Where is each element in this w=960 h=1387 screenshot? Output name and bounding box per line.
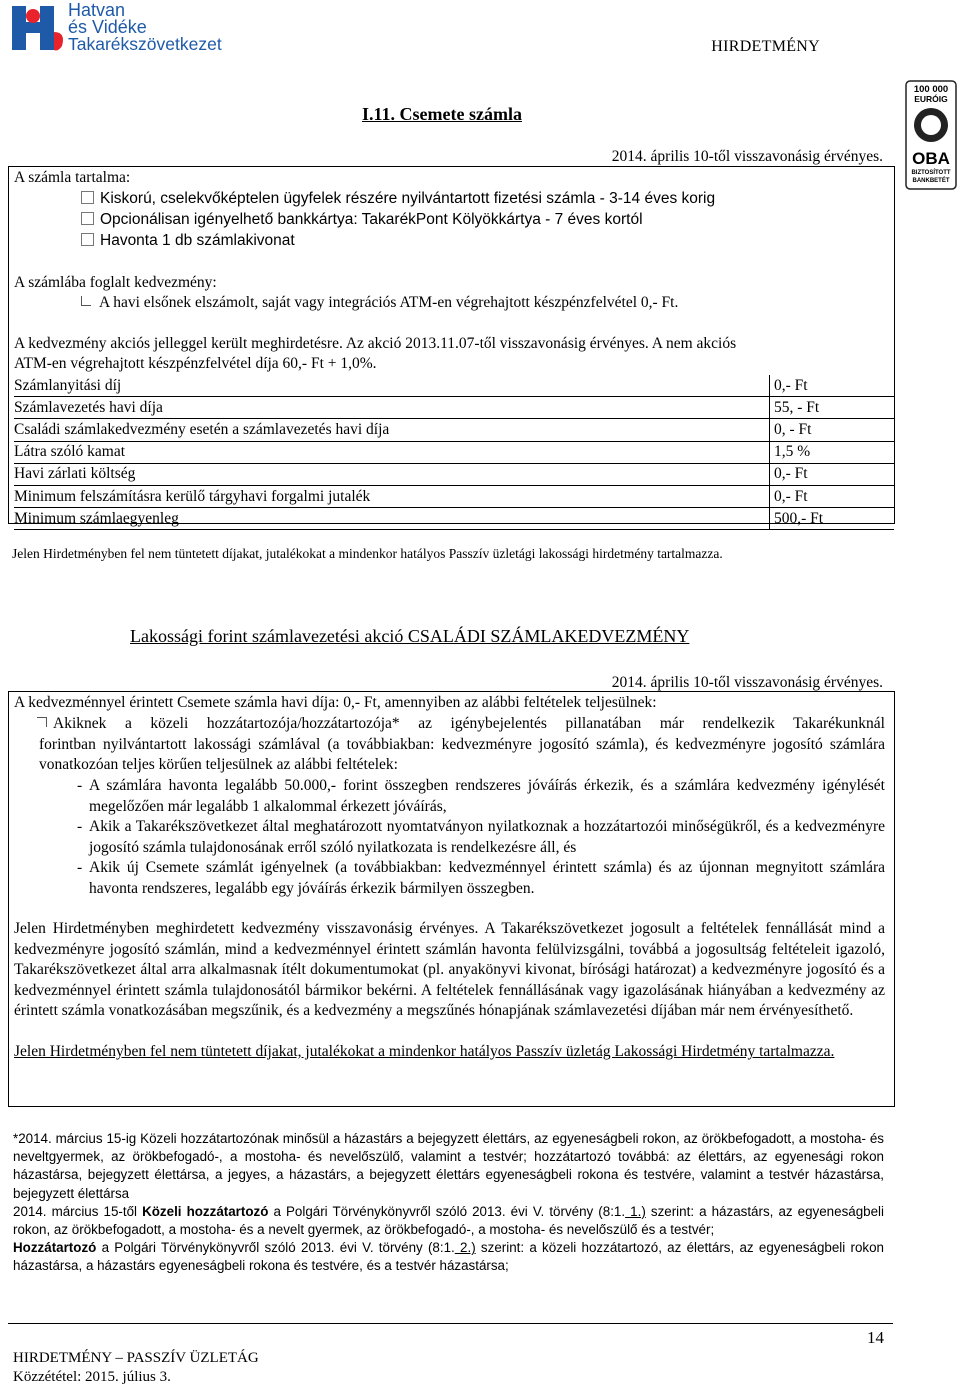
corner-bullet-icon [37, 717, 47, 727]
oba-mid-text: EURÓIG [914, 94, 948, 104]
footer-title: HIRDETMÉNY – PASSZÍV ÜZLETÁG [13, 1350, 259, 1366]
footer-rule [8, 1323, 893, 1324]
bullet-text: Akik a Takarékszövetkezet által meghatározott nyomtatványon nyilatkoznak a hozzátartozói minőségükről, és a kedvezményre jogosító számla tulajdonosának erről szóló nyilatkozata is rendelkezésre áll, és [89, 818, 885, 856]
fee-label: Havi zárlati költség [14, 463, 770, 485]
condition-rest: forintban nyilvántartott lakossági számlával (a továbbiakban: kedvezményre jogosító számla), és kedvezményre jogosító számlára vonatkozóan teljes körűen teljesülnek az alábbi feltételek: [39, 735, 885, 774]
oba-top-text: 100 000 [913, 84, 949, 95]
content-item [81, 190, 715, 208]
fn-bold-term: Hozzátartozó [13, 1240, 97, 1256]
footer-published: Közzététel: 2015. július 3. [13, 1369, 171, 1385]
fee-value: 55, - Ft [770, 397, 895, 419]
footnote-paragraph-2 [13, 1203, 884, 1239]
promo-title: Lakossági forint számlavezetési akció CSALÁDI SZÁMLAKEDVEZMÉNY [130, 626, 690, 646]
benefit-label: A számlába foglalt kedvezmény: [14, 274, 217, 291]
fn-bold-term: Közeli hozzátartozó [142, 1203, 269, 1219]
company-logo [10, 2, 250, 54]
fee-table [14, 375, 894, 530]
benefit-item-text: A havi elsőnek elszámolt, saját vagy integrációs ATM-en végrehajtott készpénzfelvétel 0,- Ft. [99, 294, 679, 311]
footnote [13, 1130, 884, 1276]
fee-row [14, 485, 894, 507]
condition-paragraph [39, 714, 885, 776]
bullet-item [77, 858, 885, 899]
fee-label: Számlavezetés havi díja [14, 397, 770, 419]
checkbox-icon [81, 233, 94, 246]
fn-text: 2014. március 15-től [13, 1203, 143, 1219]
logo-line-3: Takarékszövetkezet [68, 34, 222, 54]
logo-mark-icon [10, 2, 66, 54]
underlined-note: Jelen Hirdetményben fel nem tüntetett díjakat, jutalékokat a mindenkor hatályos Passzív üzletág Lakossági Hirdetmény tartalmazza. [14, 1043, 835, 1060]
oba-sub1-text: BIZTOSÍTOTT [911, 170, 951, 176]
fee-row [14, 441, 894, 463]
footnote-paragraph-1: *2014. március 15-ig Közeli hozzátartozónak minősül a házastárs a bejegyzett élettárs, az egyeneságbeli rokon, az örökbefogadott, a mostoha- és neveltgyermek, az örökbefogadó-, a mostoha- és nevelőszülő, valamint a testvér; hozzátartozó továbbá: az élettárs, az egyenesági rokon házastársa, bejegyzett élettársa, a jegyes, a házastárs, a bejegyzett élettárs egyeneságbeli rokona és testvére, valamint a testvér házastársa, bejegyzett élettársa [13, 1131, 884, 1201]
fee-row [14, 463, 894, 485]
fee-row [14, 419, 894, 441]
footnote-paragraph-3 [13, 1239, 884, 1275]
fee-label: Minimum számlaegyenleg [14, 508, 770, 530]
fee-row [14, 375, 894, 397]
fee-value: 0,- Ft [770, 463, 895, 485]
content-item-text: Kiskorú, cselekvőképtelen ügyfelek részére nyilvántartott fizetési számla - 3-14 éves korig [100, 190, 716, 207]
fee-value: 0,- Ft [770, 485, 895, 507]
fee-label: Minimum felszámításra kerülő tárgyhavi forgalmi jutalék [14, 485, 770, 507]
promo-box [8, 691, 895, 1107]
bullet-item [77, 817, 885, 858]
promo-validity-date: 2014. április 10-től visszavonásig érvényes. [611, 674, 883, 691]
fee-row [14, 508, 894, 530]
fee-value: 0,- Ft [770, 375, 895, 397]
fee-row [14, 397, 894, 419]
checkbox-icon [81, 212, 94, 225]
page-number: 14 [867, 1328, 884, 1347]
fn-text: a Polgári Törvénykönyvről szóló 2013. évi V. törvény (8:1. [96, 1240, 455, 1256]
bullet-text: Akik új Csemete számlát igényelnek (a továbbiakban: kedvezménnyel érintett számla) és az újonnan megnyitott számlára havonta rendszeres, legalább egy jóváírás érkezik bármilyen összegben. [89, 859, 885, 897]
bullet-item [77, 776, 885, 817]
fee-label: Látra szóló kamat [14, 441, 770, 463]
fn-text: szerint: a házastárs, az egyeneságbeli rokon, az örökbefogadott, a mostoha- és a nevelt gyermek, az örökbefogadó-, a mostoha- és nevelőszülő és a testvér; [13, 1203, 885, 1238]
corner-bullet-icon [81, 296, 91, 306]
content-item-text: Havonta 1 db számlakivonat [100, 232, 295, 249]
fee-label: Családi számlakedvezmény esetén a számlavezetés havi díja [14, 419, 770, 441]
promo-intro: A kedvezménnyel érintett Csemete számla havi díja: 0,- Ft, amennyiben az alábbi feltételek teljesülnek: [14, 694, 657, 711]
content-label: A számla tartalma: [14, 169, 131, 186]
section-title: I.11. Csemete számla [362, 104, 522, 124]
fee-value: 500,- Ft [770, 508, 895, 530]
content-item-text: Opcionálisan igényelhető bankkártya: TakarékPont Kölyökkártya - 7 éves kortól [100, 211, 643, 228]
fee-value: 1,5 % [770, 441, 895, 463]
checkbox-icon [81, 191, 94, 204]
fee-label: Számlanyitási díj [14, 375, 770, 397]
header-title: HIRDETMÉNY [711, 38, 820, 55]
dash-bullet: - [77, 859, 83, 876]
dash-bullet: - [77, 818, 83, 835]
content-item [81, 211, 643, 229]
promo-line-1: A kedvezmény akciós jelleggel került meghirdetésre. Az akció 2013.11.07-től visszavonásig érvényes. A nem akciós [14, 335, 737, 352]
fn-text: a Polgári Törvénykönyvről szóló 2013. évi V. törvény (8:1. [268, 1203, 626, 1219]
fee-value: 0, - Ft [770, 419, 895, 441]
bullet-text: A számlára havonta legalább 50.000,- forint összegben rendszeres jóváírás érkezik, és a számlára kedvezmény igénylését megelőzően már legalább 1 alkalommal érkezett jóváírás, [89, 777, 885, 815]
fn-section-ref: 1.) [625, 1203, 646, 1219]
validity-paragraph: Jelen Hirdetményben meghirdetett kedvezmény visszavonásig érvényes. A Takarékszövetkezet jogosult a feltételek fennállását mind a kedvezményre jogosító számlán, mind a kedvezménnyel érintett számlán havonta felülvizsgálni, továbbá a jogosultság feltételeit igazoló, Takarékszövetkezet által arra alkalmasnak ítélt dokumentumokat (pl. anyakönyvi kivonat, bírósági határozat) a kedvezményre jogosító és a kedvezménnyel érintett számla tulajdonosától bármikor bekérni. A feltételek fennállásának vagy igazolásának hiányában a kedvezmény az érintett számla vonatkozásában megszűnik, és a kedvezmény a megszűnés hónapjának számlavezetési díjában már nem érvényesíthető. [14, 920, 885, 1020]
logo-line-2: és Vidéke [68, 17, 147, 37]
oba-big-text: OBA [912, 149, 950, 168]
oba-sub2-text: BANKBETÉT [912, 178, 950, 184]
logo-line-1: Hatvan [68, 0, 126, 20]
validity-date: 2014. április 10-től visszavonásig érvényes. [611, 148, 883, 165]
account-info-box [8, 166, 895, 527]
oba-badge [905, 80, 957, 190]
promo-line-2: ATM-en végrehajtott készpénzfelvétel díja 60,- Ft + 1,0%. [14, 355, 377, 372]
content-item [81, 232, 295, 250]
fn-section-ref: 2.) [454, 1240, 476, 1256]
fee-note: Jelen Hirdetményben fel nem tüntetett díjakat, jutalékokat a mindenkor hatályos Passzív üzletági lakossági hirdetmény tartalmazza. [12, 546, 723, 561]
oba-badge-icon [905, 80, 957, 190]
dash-bullet: - [77, 777, 83, 794]
benefit-item [81, 294, 678, 312]
fn-text: szerint: a közeli hozzátartozó, az élettárs, az egyeneságbeli rokon házastársa, a házastárs egyeneságbeli rokona és testvére, és a testvér házastársa; [13, 1240, 884, 1274]
condition-first-line: Akiknek a közeli hozzátartozója/hozzátartozója* az igénybejelentés pillanatában már rendelkezik Takarékunknál [53, 715, 885, 732]
